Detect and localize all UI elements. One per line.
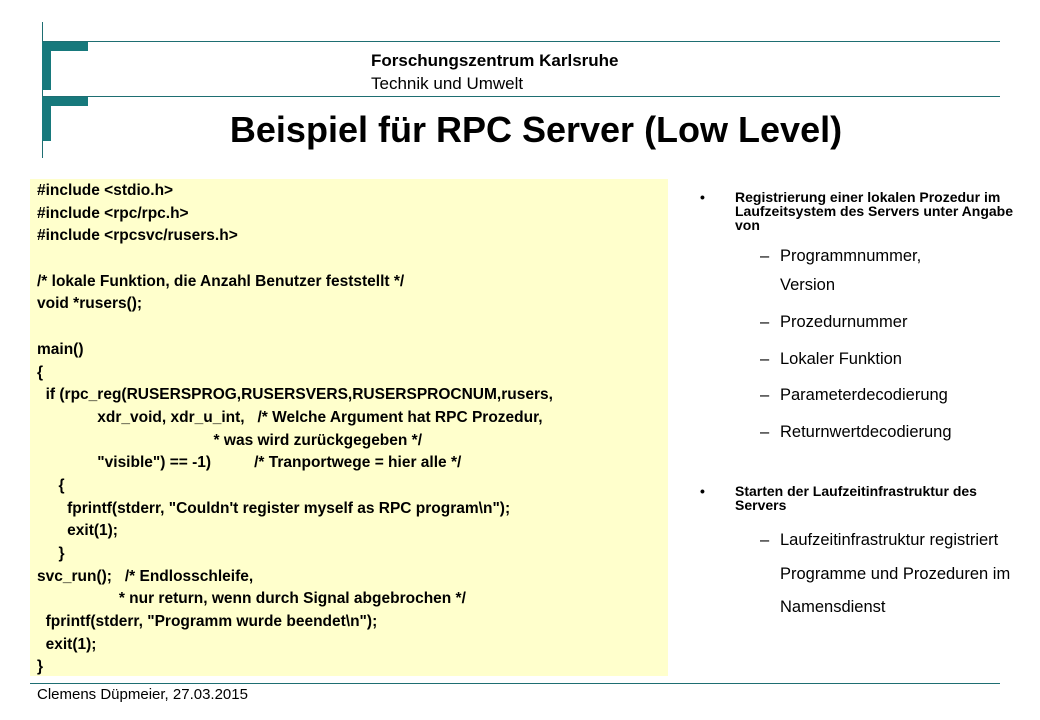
bullet-text: Starten der Laufzeitinfrastruktur des Servers <box>735 483 977 513</box>
slide-title: Beispiel für RPC Server (Low Level) <box>229 109 843 150</box>
sub-item <box>700 381 1020 410</box>
dash-marker: – <box>760 422 770 441</box>
code-line: } <box>37 658 44 676</box>
org-subtitle: Technik und Umwelt <box>371 74 524 93</box>
dash-marker: – <box>760 386 770 404</box>
code-line: void *rusers(); <box>37 295 143 313</box>
code-line <box>37 248 667 271</box>
org-name: Forschungszentrum Karlsruhe <box>371 51 619 70</box>
dash-marker: – <box>760 349 770 368</box>
sub-item-text: Parameterdecodierung <box>780 386 948 404</box>
bullet-marker: • <box>700 483 705 499</box>
code-line: if (rpc_reg(RUSERSPROG,RUSERSVERS,RUSERSPROCNUM,rusers, <box>37 386 553 404</box>
sub-item <box>700 524 1040 625</box>
header-middle-rule <box>42 96 1000 97</box>
dash-marker: – <box>760 531 770 549</box>
code-line: exit(1); <box>37 522 118 540</box>
code-line: { <box>37 363 44 381</box>
code-line: main() <box>37 340 84 358</box>
code-line: #include <rpc/rpc.h> <box>37 204 189 222</box>
code-line: * nur return, wenn durch Signal abgebrochen */ <box>37 590 466 608</box>
code-line: #include <stdio.h> <box>37 182 174 199</box>
sub-item <box>700 418 1020 447</box>
code-listing <box>37 180 667 679</box>
code-line: /* lokale Funktion, die Anzahl Benutzer feststellt */ <box>37 272 405 290</box>
code-line: fprintf(stderr, "Programm wurde beendet\n"); <box>37 613 378 631</box>
sub-item-text: Programmnummer, Version <box>780 247 922 294</box>
code-line: { <box>37 476 65 494</box>
footer-author-date: Clemens Düpmeier, 27.03.2015 <box>37 686 248 703</box>
bullet-item <box>700 484 1020 512</box>
bullet-text: Registrierung einer lokalen Prozedur im Laufzeitsystem des Servers unter Angabe von <box>735 189 1014 233</box>
code-line: exit(1); <box>37 635 97 653</box>
code-line: svc_run(); /* Endlosschleife, <box>37 567 254 585</box>
dash-marker: – <box>760 313 770 331</box>
header-top-rule <box>42 41 1000 42</box>
sub-item-text: Returnwertdecodierung <box>780 422 952 441</box>
code-line: } <box>37 545 65 562</box>
code-line: * was wird zurückgegeben */ <box>37 431 423 449</box>
sub-item <box>700 308 1020 337</box>
code-line <box>37 316 667 339</box>
dash-marker: – <box>760 247 770 265</box>
footer-rule <box>30 683 1000 684</box>
code-line: fprintf(stderr, "Couldn't register myself as RPC program\n"); <box>37 499 511 517</box>
code-line: #include <rpcsvc/rusers.h> <box>37 227 238 245</box>
bullet-marker: • <box>700 189 705 205</box>
bullet-list <box>700 190 1020 625</box>
code-line: xdr_void, xdr_u_int, /* Welche Argument hat RPC Prozedur, <box>37 408 543 426</box>
sub-item <box>700 242 960 300</box>
code-line: "visible") == -1) /* Tranportwege = hier alle */ <box>37 454 462 472</box>
sub-item-text: Prozedurnummer <box>780 313 908 331</box>
sub-item-text: Laufzeitinfrastruktur registriert Programme und Prozeduren im Namensdienst <box>780 531 1011 616</box>
bullet-item <box>700 190 1020 232</box>
sub-item-text: Lokaler Funktion <box>780 349 902 368</box>
sub-item <box>700 345 1020 374</box>
